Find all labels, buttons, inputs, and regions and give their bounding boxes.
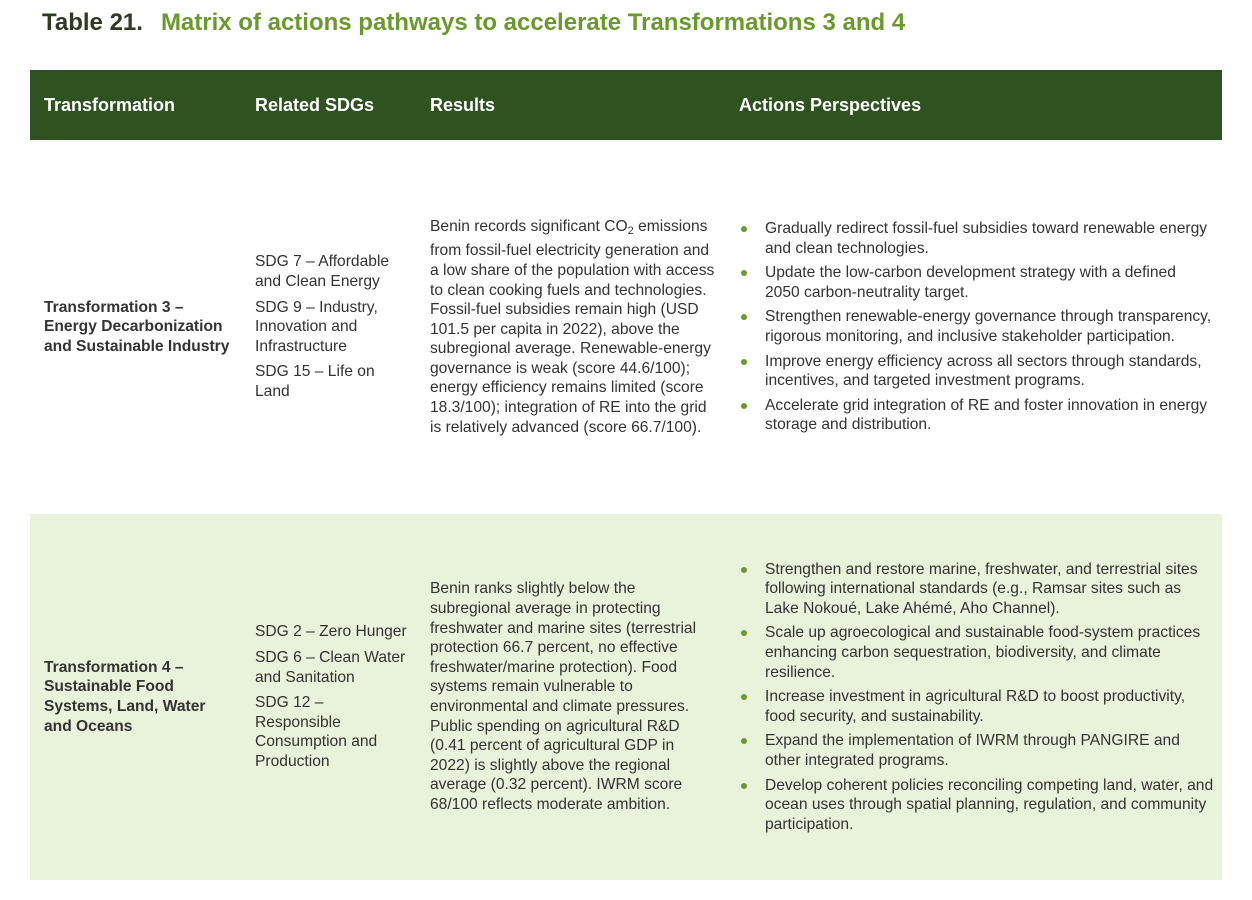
sdgs-cell bbox=[241, 514, 416, 880]
table-header-row bbox=[30, 70, 1222, 140]
table-number: Table 21. bbox=[42, 9, 143, 36]
action-item: Accelerate grid integration of RE and foster innovation in energy storage and distribution. bbox=[739, 396, 1214, 435]
sdg-item: SDG 2 – Zero Hunger bbox=[255, 623, 407, 641]
results-text-start: Benin records significant CO bbox=[430, 217, 628, 235]
table-caption: Matrix of actions pathways to accelerate Transformations 3 and 4 bbox=[160, 9, 906, 36]
actions-matrix-table bbox=[30, 70, 1222, 880]
action-item: Update the low-carbon development strategy with a defined 2050 carbon-neutrality target. bbox=[739, 263, 1214, 302]
sdg-item: SDG 7 – Affordable and Clean Energy bbox=[255, 253, 390, 291]
table-row bbox=[30, 140, 1222, 514]
results-cell bbox=[416, 140, 725, 514]
sdg-item: SDG 9 – Industry, Innovation and Infrastructure bbox=[255, 298, 378, 355]
header-related-sdgs: Related SDGs bbox=[241, 70, 416, 140]
actions-cell bbox=[725, 514, 1222, 880]
results-cell: Benin ranks slightly below the subregional average in protecting freshwater and marine sites (terrestrial protection 66.7 percent, no effective freshwater/marine protection). Food systems remain vulnerable to environmental and climate pressures. Public spending on agricultural R&D (0.41 percent of agricultural GDP in 2022) is slightly above the regional average (0.32 percent). IWRM score 68/100 reflects moderate ambition. bbox=[416, 514, 725, 880]
header-actions-perspectives: Actions Perspectives bbox=[725, 70, 1222, 140]
table-row bbox=[30, 514, 1222, 880]
header-results: Results bbox=[416, 70, 725, 140]
actions-list bbox=[739, 219, 1214, 435]
action-item: Expand the implementation of IWRM through PANGIRE and other integrated programs. bbox=[739, 731, 1214, 770]
subscript-2: 2 bbox=[627, 224, 634, 237]
action-item: Strengthen renewable-energy governance through transparency, rigorous monitoring, and inclusive stakeholder participation. bbox=[739, 307, 1214, 346]
table-title bbox=[42, 9, 905, 37]
action-item: Gradually redirect fossil-fuel subsidies toward renewable energy and clean technologies. bbox=[739, 219, 1214, 258]
action-item: Scale up agroecological and sustainable food-system practices enhancing carbon sequestration, biodiversity, and climate resilience. bbox=[739, 623, 1214, 682]
action-item: Increase investment in agricultural R&D to boost productivity, food security, and sustainability. bbox=[739, 687, 1214, 726]
transformation-cell: Transformation 4 – Sustainable Food Systems, Land, Water and Oceans bbox=[30, 514, 241, 880]
sdg-item: SDG 15 – Life on Land bbox=[255, 363, 375, 400]
transformation-cell: Transformation 3 – Energy Decarbonization and Sustainable Industry bbox=[30, 140, 241, 514]
sdg-item: SDG 6 – Clean Water and Sanitation bbox=[255, 649, 406, 686]
actions-list bbox=[739, 560, 1214, 835]
sdgs-cell bbox=[241, 140, 416, 514]
results-text-end: emissions from fossil-fuel electricity generation and a low share of the population with access to clean cooking fuels and technologies. Fossil-fuel subsidies remain high (USD 101.5 per capita in 2022), above the subregional average. Renewable-energy governance is weak (score 44.6/100); energy efficiency remains limited (score 18.3/100); integration of RE into the grid is relatively advanced (score 66.7/100). bbox=[430, 217, 715, 436]
action-item: Develop coherent policies reconciling competing land, water, and ocean uses through spatial planning, regulation, and community participation. bbox=[739, 776, 1214, 835]
action-item: Strengthen and restore marine, freshwater, and terrestrial sites following international standards (e.g., Ramsar sites such as Lake Nokoué, Lake Ahémé, Aho Channel). bbox=[739, 560, 1214, 619]
header-transformation: Transformation bbox=[30, 70, 241, 140]
actions-cell bbox=[725, 140, 1222, 514]
sdg-item: SDG 12 – Responsible Consumption and Production bbox=[255, 694, 378, 770]
action-item: Improve energy efficiency across all sectors through standards, incentives, and targeted investment programs. bbox=[739, 352, 1214, 391]
